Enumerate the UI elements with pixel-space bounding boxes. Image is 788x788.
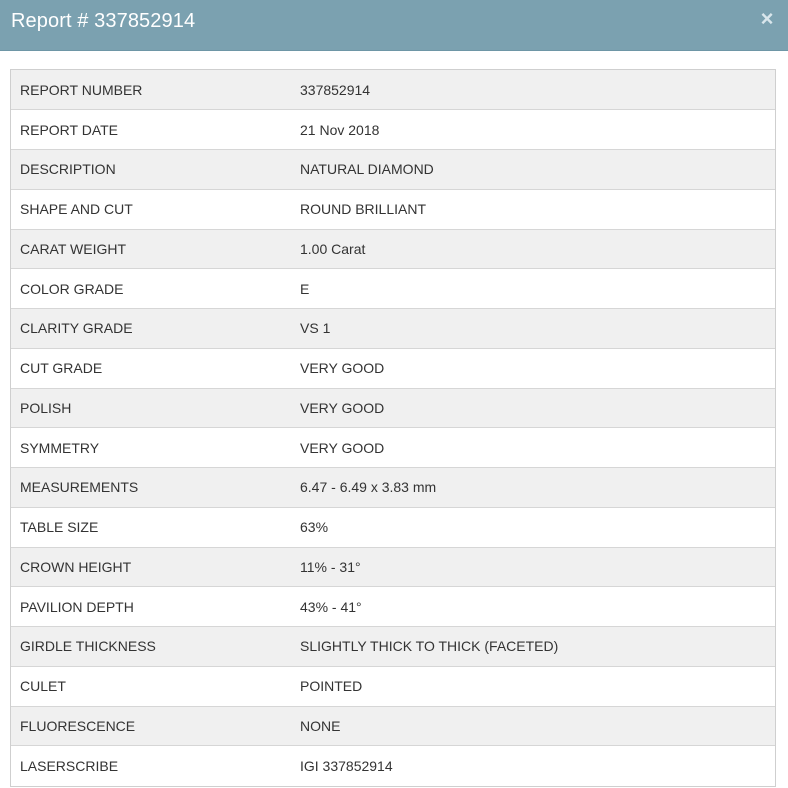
row-value: ROUND BRILLIANT: [282, 189, 775, 229]
row-value: 337852914: [282, 70, 775, 110]
row-label: GIRDLE THICKNESS: [11, 627, 282, 667]
table-row: [11, 348, 775, 388]
table-row: [11, 110, 775, 150]
table-row: [11, 507, 775, 547]
table-row: [11, 468, 775, 508]
row-value: 63%: [282, 507, 775, 547]
row-label: REPORT DATE: [11, 110, 282, 150]
row-label: SHAPE AND CUT: [11, 189, 282, 229]
row-label: REPORT NUMBER: [11, 70, 282, 110]
table-row: [11, 70, 775, 110]
row-label: CUT GRADE: [11, 348, 282, 388]
row-label: CROWN HEIGHT: [11, 547, 282, 587]
table-row: [11, 627, 775, 667]
row-value: 21 Nov 2018: [282, 110, 775, 150]
row-label: PAVILION DEPTH: [11, 587, 282, 627]
report-table-body: [11, 70, 775, 786]
row-value: VERY GOOD: [282, 428, 775, 468]
row-label: POLISH: [11, 388, 282, 428]
row-label: SYMMETRY: [11, 428, 282, 468]
row-value: VS 1: [282, 309, 775, 349]
row-label: COLOR GRADE: [11, 269, 282, 309]
table-row: [11, 309, 775, 349]
row-value: 6.47 - 6.49 x 3.83 mm: [282, 468, 775, 508]
row-value: NONE: [282, 706, 775, 746]
table-row: [11, 706, 775, 746]
row-label: CLARITY GRADE: [11, 309, 282, 349]
table-row: [11, 746, 775, 786]
table-row: [11, 388, 775, 428]
row-label: DESCRIPTION: [11, 150, 282, 190]
row-label: CARAT WEIGHT: [11, 229, 282, 269]
row-label: MEASUREMENTS: [11, 468, 282, 508]
row-label: LASERSCRIBE: [11, 746, 282, 786]
table-row: [11, 428, 775, 468]
modal-header: [0, 0, 788, 51]
close-icon[interactable]: ×: [760, 6, 774, 31]
row-label: FLUORESCENCE: [11, 706, 282, 746]
row-value: 1.00 Carat: [282, 229, 775, 269]
table-row: [11, 547, 775, 587]
table-row: [11, 189, 775, 229]
row-value: 43% - 41°: [282, 587, 775, 627]
row-label: TABLE SIZE: [11, 507, 282, 547]
row-label: CULET: [11, 666, 282, 706]
table-row: [11, 269, 775, 309]
row-value: 11% - 31°: [282, 547, 775, 587]
table-row: [11, 150, 775, 190]
report-table: [10, 69, 776, 787]
modal-title: Report # 337852914: [11, 9, 196, 32]
row-value: POINTED: [282, 666, 775, 706]
row-value: IGI 337852914: [282, 746, 775, 786]
table-row: [11, 666, 775, 706]
row-value: VERY GOOD: [282, 348, 775, 388]
row-value: NATURAL DIAMOND: [282, 150, 775, 190]
row-value: VERY GOOD: [282, 388, 775, 428]
table-row: [11, 229, 775, 269]
table-row: [11, 587, 775, 627]
row-value: E: [282, 269, 775, 309]
row-value: SLIGHTLY THICK TO THICK (FACETED): [282, 627, 775, 667]
